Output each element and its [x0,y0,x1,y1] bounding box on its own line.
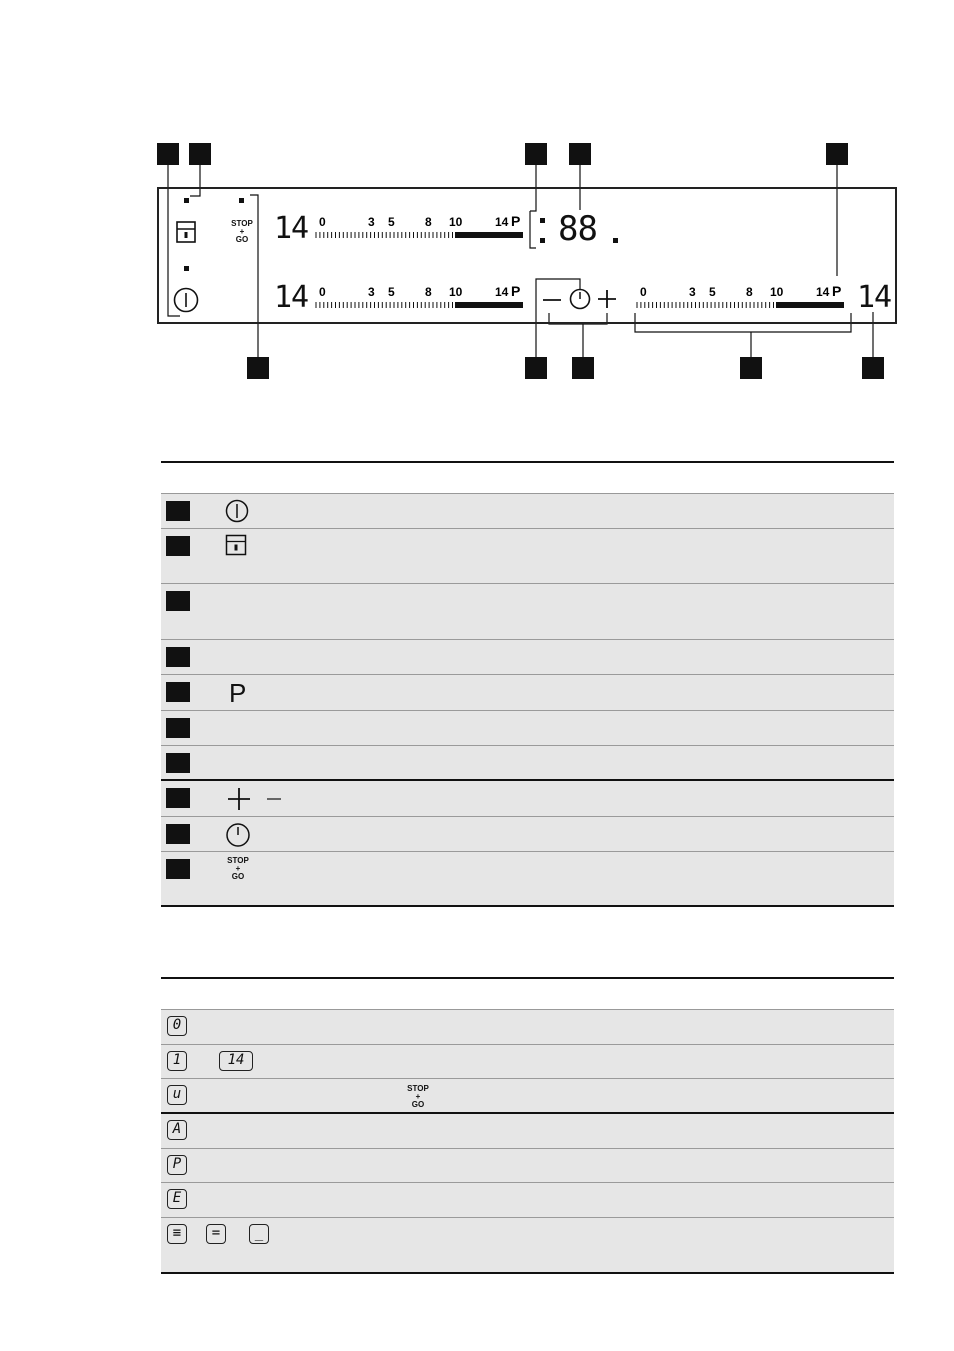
indicator-dot [184,198,189,203]
table-row [161,1149,894,1183]
timer-display: 88 [558,209,597,249]
display-symbol: 0 [167,1016,187,1036]
row-number-marker [166,859,190,879]
scale-label: P [832,283,842,299]
row-number-marker [166,647,190,667]
p-letter: P [229,678,247,708]
timer-indicator-dot [540,218,545,223]
plus-icon[interactable] [596,288,618,315]
display-symbol: _ [249,1224,269,1244]
scale-bar [455,232,523,238]
indicator-dot [239,198,244,203]
scale-label: 10 [770,285,784,299]
table-row [161,1045,894,1079]
stop-go-icon: STOP + GO [227,856,249,881]
scale-label: 5 [388,285,395,299]
scale-label: 3 [368,215,375,229]
row-number-marker [166,682,190,702]
table-header [161,461,894,494]
table-header [161,977,894,1010]
scale-label: 10 [449,215,463,229]
stop-go-button[interactable] [226,220,258,244]
scale-label: 0 [319,285,326,299]
display-symbol: A [167,1120,187,1140]
row-number-marker [166,824,190,844]
scale-label: 3 [368,285,375,299]
power-slider-right[interactable] [633,283,848,311]
indicator-dot [184,266,189,271]
displays-table [161,977,894,1274]
scale-label: 14 [495,215,509,229]
stop-go-icon: STOP + GO [407,1084,429,1109]
scale-label: P [511,213,521,229]
row-number-marker [166,718,190,738]
lock-icon[interactable] [176,221,196,248]
table-row [161,529,894,584]
table-row [161,746,894,781]
table-row [161,781,894,817]
go-label: GO [235,235,249,244]
table-row [161,494,894,529]
table-row [161,817,894,852]
table-row [161,1010,894,1045]
lock-icon [225,534,247,561]
scale-label: 14 [816,285,830,299]
row-number-marker [166,591,190,611]
plus-minus-icon [225,786,285,817]
display-symbol: E [167,1189,187,1209]
timer-indicator-dot [540,238,545,243]
scale-label: 8 [425,285,432,299]
row-number-marker [166,536,190,556]
row-number-marker [166,501,190,521]
zone-display-right: 14 [857,280,892,315]
scale-label: P [511,283,521,299]
power-slider-top[interactable] [312,213,527,241]
scale-label: 0 [640,285,647,299]
controls-table [161,461,894,907]
table-row [161,1114,894,1149]
scale-label: 5 [709,285,716,299]
table-row [161,852,894,907]
on-off-icon [225,499,249,528]
scale-label: 8 [746,285,753,299]
plus-label: + [239,227,245,236]
scale-bar [776,302,844,308]
table-row [161,1218,894,1274]
decimal-dot [613,238,618,243]
scale-label: 8 [425,215,432,229]
minus-icon[interactable] [541,289,563,316]
display-symbol: 1 [167,1051,187,1071]
scale-label: 0 [319,215,326,229]
row-number-marker [166,753,190,773]
display-symbol: 14 [219,1051,253,1071]
timer-icon [225,822,251,853]
zone-display-top: 14 [274,211,309,246]
stop-label: STOP [231,219,253,228]
table-row [161,640,894,675]
table-row [161,584,894,640]
scale-label: 3 [689,285,696,299]
zone-display-bottom: 14 [274,280,309,315]
display-symbol: P [167,1155,187,1175]
timer-icon[interactable] [569,288,591,315]
display-symbol: u [167,1085,187,1105]
table-row [161,711,894,746]
table-row [161,1079,894,1114]
scale-label: 5 [388,215,395,229]
scale-bar [455,302,523,308]
scale-label: 10 [449,285,463,299]
on-off-icon[interactable] [173,287,199,318]
scale-label: 14 [495,285,509,299]
display-symbol: ≡ [167,1224,187,1244]
table-row [161,675,894,711]
table-row [161,1183,894,1218]
power-slider-bottom[interactable] [312,283,527,311]
row-number-marker [166,788,190,808]
display-symbol: = [206,1224,226,1244]
